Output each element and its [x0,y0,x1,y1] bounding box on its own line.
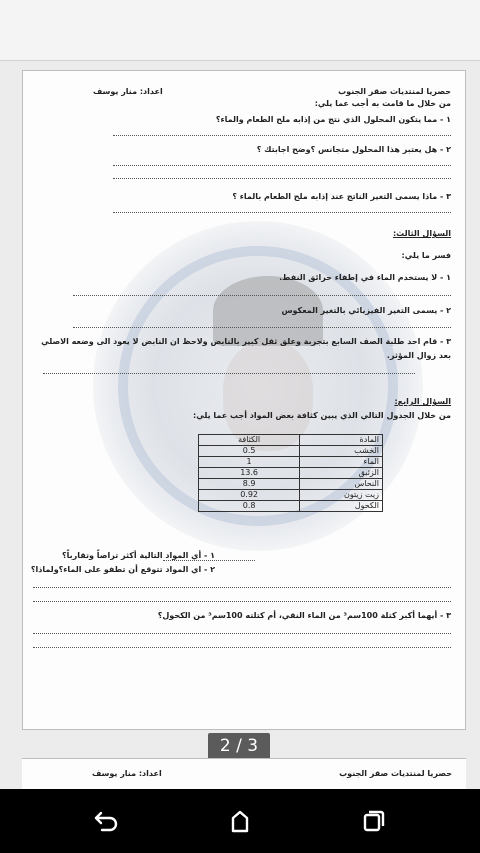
table-row [199,446,383,457]
answer-line [113,212,451,213]
question-3-3-line2: بعد زوال المؤثر. [386,351,451,360]
table-header-material: المادة [300,435,383,446]
table-row [199,457,383,468]
answer-line [113,165,451,166]
document-page [22,70,466,730]
table-row [199,479,383,490]
table-cell-material: الماء [300,457,383,468]
table-row [199,468,383,479]
answer-line [43,373,415,374]
question-4-2: ٢ - اي المواد تتوقع أن تطفو على الماء؟ولماذا؟ [30,565,215,574]
back-icon[interactable] [92,807,120,835]
table-cell-density: 0.92 [199,490,300,501]
home-icon[interactable] [226,807,254,835]
header-author: اعداد: منار يوسف [93,87,163,96]
question-2-1: ١ - مما يتكون المحلول الذي نتج من إذابه ملح الطعام والماء؟ [215,115,451,124]
answer-line [113,135,451,136]
answer-line [73,295,451,296]
answer-line [33,587,451,588]
header-forum: حصريا لمنتديات صقر الجنوب [338,87,451,96]
table-cell-density: 13.6 [199,468,300,479]
table-header-density: الكثافة [199,435,300,446]
answer-line [33,633,451,634]
section-3-intro: فسر ما يلي: [401,251,451,260]
table-cell-density: 1 [199,457,300,468]
table-cell-material: النحاس [300,479,383,490]
table-row [199,490,383,501]
answer-line [33,601,451,602]
page-indicator[interactable]: 2 / 3 [208,733,270,759]
table-cell-material: الكحول [300,501,383,512]
question-3-2: ٢ - يسمى التغير الفيزيائي بالتغير المعكوس [281,306,451,315]
question-4-3: ٣ - أيهما أكبر كتلة 100سم³ من الماء النقي، أم كتلته 100سم³ من الكحول؟ [157,611,451,620]
table-cell-density: 8.9 [199,479,300,490]
density-table [198,434,383,512]
table-row [199,501,383,512]
section-3-title: السؤال الثالث: [392,229,451,238]
answer-line [33,647,451,648]
question-2-3: ٣ - ماذا يسمى التغير الناتج عند إذابه ملح الطعام بالماء ؟ [232,192,451,201]
next-header-author: اعداد: منار يوسف [92,769,162,778]
table-cell-density: 0.8 [199,501,300,512]
intro-text: من خلال ما قامت به أجب عما يلي: [314,99,451,108]
question-2-2: ٢ - هل يعتبر هذا المحلول متجانس ؟وضح اجابتك ؟ [256,145,451,154]
question-3-3-line1: ٣ - قام احد طلبة الصف السابع بتجربة وعلق ثقل كبير بالنابض ولاحظ ان النابض لا يعود الى وضعه الاصلي [41,337,451,346]
question-3-1: ١ - لا يستخدم الماء في إطفاء حرائق النفط. [279,273,451,282]
previous-page-bottom [0,0,480,61]
answer-line [113,178,451,179]
answer-line [163,560,255,561]
table-cell-material: الخشب [300,446,383,457]
section-4-title: السؤال الرابع: [394,397,451,406]
question-4-1: ١ - أي المواد التالية أكثر تراصاً وتقارباً؟ [62,551,215,560]
table-header-row [199,435,383,446]
next-header-forum: حصريا لمنتديات صقر الجنوب [339,769,452,778]
table-cell-material: الزئبق [300,468,383,479]
table-cell-density: 0.5 [199,446,300,457]
recents-icon[interactable] [360,807,388,835]
table-cell-material: زيت زيتون [300,490,383,501]
android-navigation-bar [0,789,480,853]
section-4-intro: من خلال الجدول التالي الذي يبين كثافة بعض المواد أجب عما يلي: [193,411,451,420]
answer-line [73,327,451,328]
